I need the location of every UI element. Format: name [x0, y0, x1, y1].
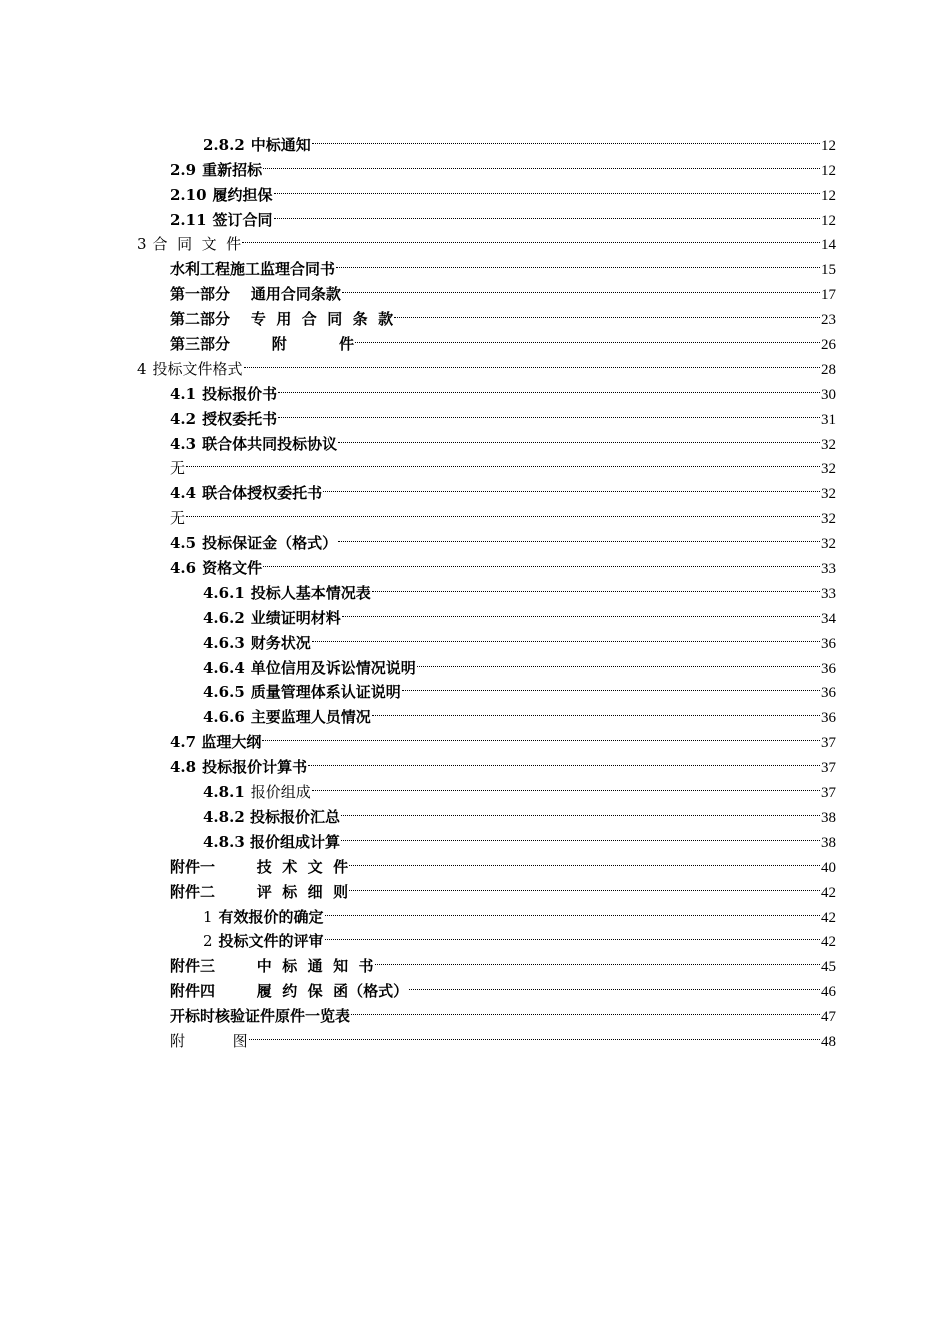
toc-entry-number: 3	[137, 235, 147, 254]
toc-entry-page: 42	[821, 909, 836, 926]
toc-entry-title: 质量管理体系认证说明	[250, 683, 401, 702]
toc-entry-page: 36	[821, 660, 836, 677]
toc-entry-title: 投标文件的评审	[218, 932, 324, 951]
toc-entry-33[interactable]	[0, 922, 950, 951]
toc-entry-title: 无	[170, 459, 186, 478]
toc-entry-20[interactable]	[0, 598, 950, 627]
toc-entry-label	[170, 556, 262, 581]
toc-entry-34[interactable]	[0, 946, 950, 976]
toc-entry-number: 1	[203, 907, 213, 926]
toc-entry-title: 报价组成	[250, 783, 311, 802]
dot-leader	[278, 399, 820, 424]
toc-entry-18[interactable]	[0, 548, 950, 578]
toc-entry-page: 40	[821, 859, 836, 876]
dot-leader	[341, 822, 820, 847]
dot-leader	[263, 150, 820, 175]
dot-leader	[338, 523, 820, 548]
toc-entry-page: 15	[821, 262, 836, 279]
dot-leader	[342, 598, 820, 623]
dot-leader	[312, 623, 820, 648]
toc-entry-page: 26	[821, 337, 836, 354]
toc-entry-label	[170, 183, 273, 208]
toc-entry-27[interactable]	[0, 772, 950, 802]
toc-entry-label	[137, 357, 243, 382]
toc-entry-page: 33	[821, 585, 836, 602]
dot-leader	[336, 249, 820, 274]
toc-entry-page: 46	[821, 984, 836, 1001]
toc-entry-number: 4.4	[170, 484, 197, 503]
toc-entry-8[interactable]	[0, 299, 950, 329]
toc-entry-title: 附件四 履 约 保 函（格式）	[170, 982, 409, 1001]
toc-entry-title: 投标报价计算书	[202, 758, 308, 777]
toc-entry-title: 4.8.3 报价组成计算	[203, 832, 340, 851]
toc-entry-page: 32	[821, 511, 836, 528]
dot-leader	[338, 424, 820, 449]
toc-entry-page: 32	[821, 436, 836, 453]
toc-entry-number: 4.6.2	[203, 608, 245, 627]
toc-entry-number: 4.6.1	[203, 583, 245, 602]
toc-entry-title: 有效报价的确定	[218, 907, 324, 926]
toc-entry-label	[203, 780, 311, 805]
toc-entry-number: 4.3	[170, 434, 197, 453]
toc-entry-title: 第二部分 专 用 合 同 条 款	[170, 310, 394, 329]
toc-entry-page: 17	[821, 287, 836, 304]
dot-leader	[186, 498, 820, 523]
dot-leader	[323, 473, 820, 498]
toc-entry-label	[170, 257, 335, 282]
toc-entry-label	[170, 506, 185, 531]
toc-entry-title: 合 同 文 件	[152, 235, 242, 254]
toc-entry-page: 45	[821, 959, 836, 976]
toc-entry-36[interactable]	[0, 996, 950, 1026]
toc-entry-number: 2.11	[170, 210, 207, 229]
toc-entry-title: 第三部分 附 件	[170, 335, 354, 354]
toc-entry-page: 38	[821, 809, 836, 826]
toc-entry-29[interactable]	[0, 822, 950, 851]
toc-entry-label	[170, 382, 277, 407]
toc-entry-title: 附 图	[170, 1031, 248, 1050]
toc-entry-title: 第一部分 通用合同条款	[170, 285, 341, 304]
toc-entry-title: 履约担保	[212, 185, 273, 204]
toc-entry-page: 30	[821, 386, 836, 403]
dot-leader	[244, 349, 820, 374]
toc-entry-title: 资格文件	[202, 559, 263, 578]
dot-leader	[262, 722, 820, 747]
toc-entry-label	[203, 656, 416, 681]
toc-entry-number: 4.1	[170, 384, 197, 403]
toc-entry-25[interactable]	[0, 722, 950, 752]
toc-entry-17[interactable]	[0, 523, 950, 553]
toc-entry-title: 财务状况	[250, 633, 311, 652]
toc-entry-label	[170, 755, 307, 780]
dot-leader	[351, 996, 820, 1021]
toc-entry-number: 4.6.6	[203, 708, 245, 727]
toc-entry-number: 4.6.4	[203, 658, 245, 677]
toc-entry-title: 投标报价书	[202, 384, 278, 403]
toc-entry-13[interactable]	[0, 424, 950, 453]
toc-entries-list	[0, 125, 950, 1050]
toc-entry-page: 33	[821, 561, 836, 578]
toc-entry-page: 38	[821, 834, 836, 851]
toc-entry-number: 4.6.5	[203, 683, 245, 702]
toc-entry-number: 4.5	[170, 534, 197, 553]
toc-entry-page: 14	[821, 237, 836, 254]
toc-entry-page: 23	[821, 312, 836, 329]
toc-entry-title: 4.8.2 投标报价汇总	[203, 807, 340, 826]
dot-leader	[342, 274, 820, 299]
dot-leader	[417, 648, 820, 673]
table-of-contents	[0, 125, 950, 1050]
toc-entry-title: 投标保证金（格式）	[202, 534, 338, 553]
toc-entry-page: 32	[821, 536, 836, 553]
toc-entry-26[interactable]	[0, 747, 950, 777]
dot-leader	[274, 200, 820, 225]
toc-entry-7[interactable]	[0, 274, 950, 304]
dot-leader	[349, 872, 820, 897]
toc-entry-label	[170, 407, 277, 432]
toc-entry-5[interactable]	[0, 225, 950, 254]
dot-leader	[186, 449, 820, 474]
toc-entry-title: 无	[170, 509, 186, 528]
toc-entry-14[interactable]	[0, 449, 950, 478]
dot-leader	[325, 922, 820, 947]
toc-entry-page: 42	[821, 934, 836, 951]
toc-entry-page: 12	[821, 137, 836, 154]
toc-entry-title: 签订合同	[212, 210, 273, 229]
toc-entry-title: 联合体共同投标协议	[202, 434, 338, 453]
toc-entry-number: 2.10	[170, 185, 207, 204]
toc-entry-page: 48	[821, 1033, 836, 1050]
dot-leader	[341, 797, 820, 822]
toc-entry-number: 4.2	[170, 409, 197, 428]
toc-entry-number: 4.6.3	[203, 633, 245, 652]
toc-entry-label	[170, 456, 185, 481]
toc-entry-label	[170, 282, 341, 307]
toc-entry-title: 附件三 中 标 通 知 书	[170, 957, 374, 976]
toc-entry-9[interactable]	[0, 324, 950, 354]
toc-entry-30[interactable]	[0, 847, 950, 876]
toc-entry-23[interactable]	[0, 673, 950, 702]
toc-entry-title: 业绩证明材料	[250, 608, 341, 627]
toc-entry-page: 34	[821, 610, 836, 627]
toc-entry-31[interactable]	[0, 872, 950, 901]
toc-entry-label	[203, 805, 340, 830]
toc-entry-label	[203, 905, 324, 930]
dot-leader	[312, 772, 820, 797]
toc-entry-title: 联合体授权委托书	[202, 484, 323, 503]
toc-entry-32[interactable]	[0, 897, 950, 926]
toc-entry-page: 32	[821, 461, 836, 478]
toc-entry-page: 32	[821, 486, 836, 503]
toc-entry-page: 31	[821, 411, 836, 428]
dot-leader	[355, 324, 820, 349]
toc-entry-page: 28	[821, 361, 836, 378]
dot-leader	[278, 374, 820, 399]
toc-entry-19[interactable]	[0, 573, 950, 602]
toc-entry-page: 42	[821, 884, 836, 901]
dot-leader	[263, 548, 820, 573]
dot-leader	[249, 1021, 820, 1046]
dot-leader	[372, 697, 820, 722]
toc-entry-21[interactable]	[0, 623, 950, 652]
toc-entry-number: 2	[203, 932, 213, 951]
toc-entry-title: 附件二 评 标 细 则	[170, 882, 349, 901]
toc-entry-page: 12	[821, 187, 836, 204]
toc-entry-label	[170, 1029, 248, 1054]
toc-entry-number: 4.8	[170, 758, 197, 777]
dot-leader	[242, 225, 820, 250]
toc-entry-label	[203, 929, 324, 954]
toc-entry-page: 37	[821, 785, 836, 802]
toc-entry-3[interactable]	[0, 175, 950, 204]
toc-entry-page: 37	[821, 735, 836, 752]
toc-entry-24[interactable]	[0, 697, 950, 727]
toc-entry-title: 重新招标	[202, 160, 263, 179]
toc-entry-label	[203, 830, 340, 855]
toc-entry-number: 4.8.1	[203, 783, 245, 802]
dot-leader	[349, 847, 820, 872]
toc-entry-number: 2.9	[170, 160, 197, 179]
toc-entry-page: 37	[821, 760, 836, 777]
dot-leader	[312, 125, 820, 150]
toc-entry-4[interactable]	[0, 200, 950, 229]
toc-entry-12[interactable]	[0, 399, 950, 428]
dot-leader	[274, 175, 820, 200]
toc-entry-22[interactable]	[0, 648, 950, 677]
toc-entry-35[interactable]	[0, 971, 950, 1001]
toc-entry-title: 中标通知	[250, 135, 311, 154]
dot-leader	[372, 573, 820, 598]
dot-leader	[394, 299, 820, 324]
toc-entry-label	[170, 954, 374, 979]
toc-entry-15[interactable]	[0, 473, 950, 503]
toc-entry-number: 4	[137, 359, 147, 378]
toc-entry-label	[137, 232, 241, 257]
toc-entry-number: 2.8.2	[203, 135, 245, 154]
dot-leader	[325, 897, 820, 922]
toc-entry-title: 主要监理人员情况	[250, 708, 371, 727]
toc-entry-page: 36	[821, 710, 836, 727]
toc-entry-label	[170, 880, 348, 905]
toc-entry-page: 36	[821, 635, 836, 652]
toc-entry-16[interactable]	[0, 498, 950, 528]
toc-entry-page: 12	[821, 212, 836, 229]
toc-entry-page: 47	[821, 1009, 836, 1026]
toc-entry-label	[170, 730, 261, 755]
toc-entry-title: 4.7 监理大纲	[170, 733, 262, 752]
dot-leader	[308, 747, 820, 772]
toc-entry-10[interactable]	[0, 349, 950, 378]
toc-entry-title: 投标文件格式	[152, 359, 243, 378]
toc-entry-title: 授权委托书	[202, 409, 278, 428]
toc-entry-title: 水利工程施工监理合同书	[170, 260, 336, 279]
toc-entry-title: 投标人基本情况表	[250, 583, 371, 602]
toc-entry-label	[203, 631, 311, 656]
dot-leader	[402, 673, 820, 698]
toc-entry-1[interactable]	[0, 125, 950, 154]
toc-entry-page: 36	[821, 685, 836, 702]
toc-entry-2[interactable]	[0, 150, 950, 179]
toc-entry-37[interactable]	[0, 1021, 950, 1050]
dot-leader	[375, 946, 820, 971]
toc-entry-label	[170, 158, 262, 183]
toc-entry-label	[170, 855, 348, 880]
toc-entry-title: 开标时核验证件原件一览表	[170, 1007, 351, 1026]
dot-leader	[409, 971, 820, 996]
toc-entry-title: 附件一 技 术 文 件	[170, 857, 349, 876]
toc-entry-page: 12	[821, 162, 836, 179]
toc-entry-number: 4.6	[170, 559, 197, 578]
toc-entry-title: 单位信用及诉讼情况说明	[250, 658, 416, 677]
toc-entry-28[interactable]	[0, 797, 950, 826]
